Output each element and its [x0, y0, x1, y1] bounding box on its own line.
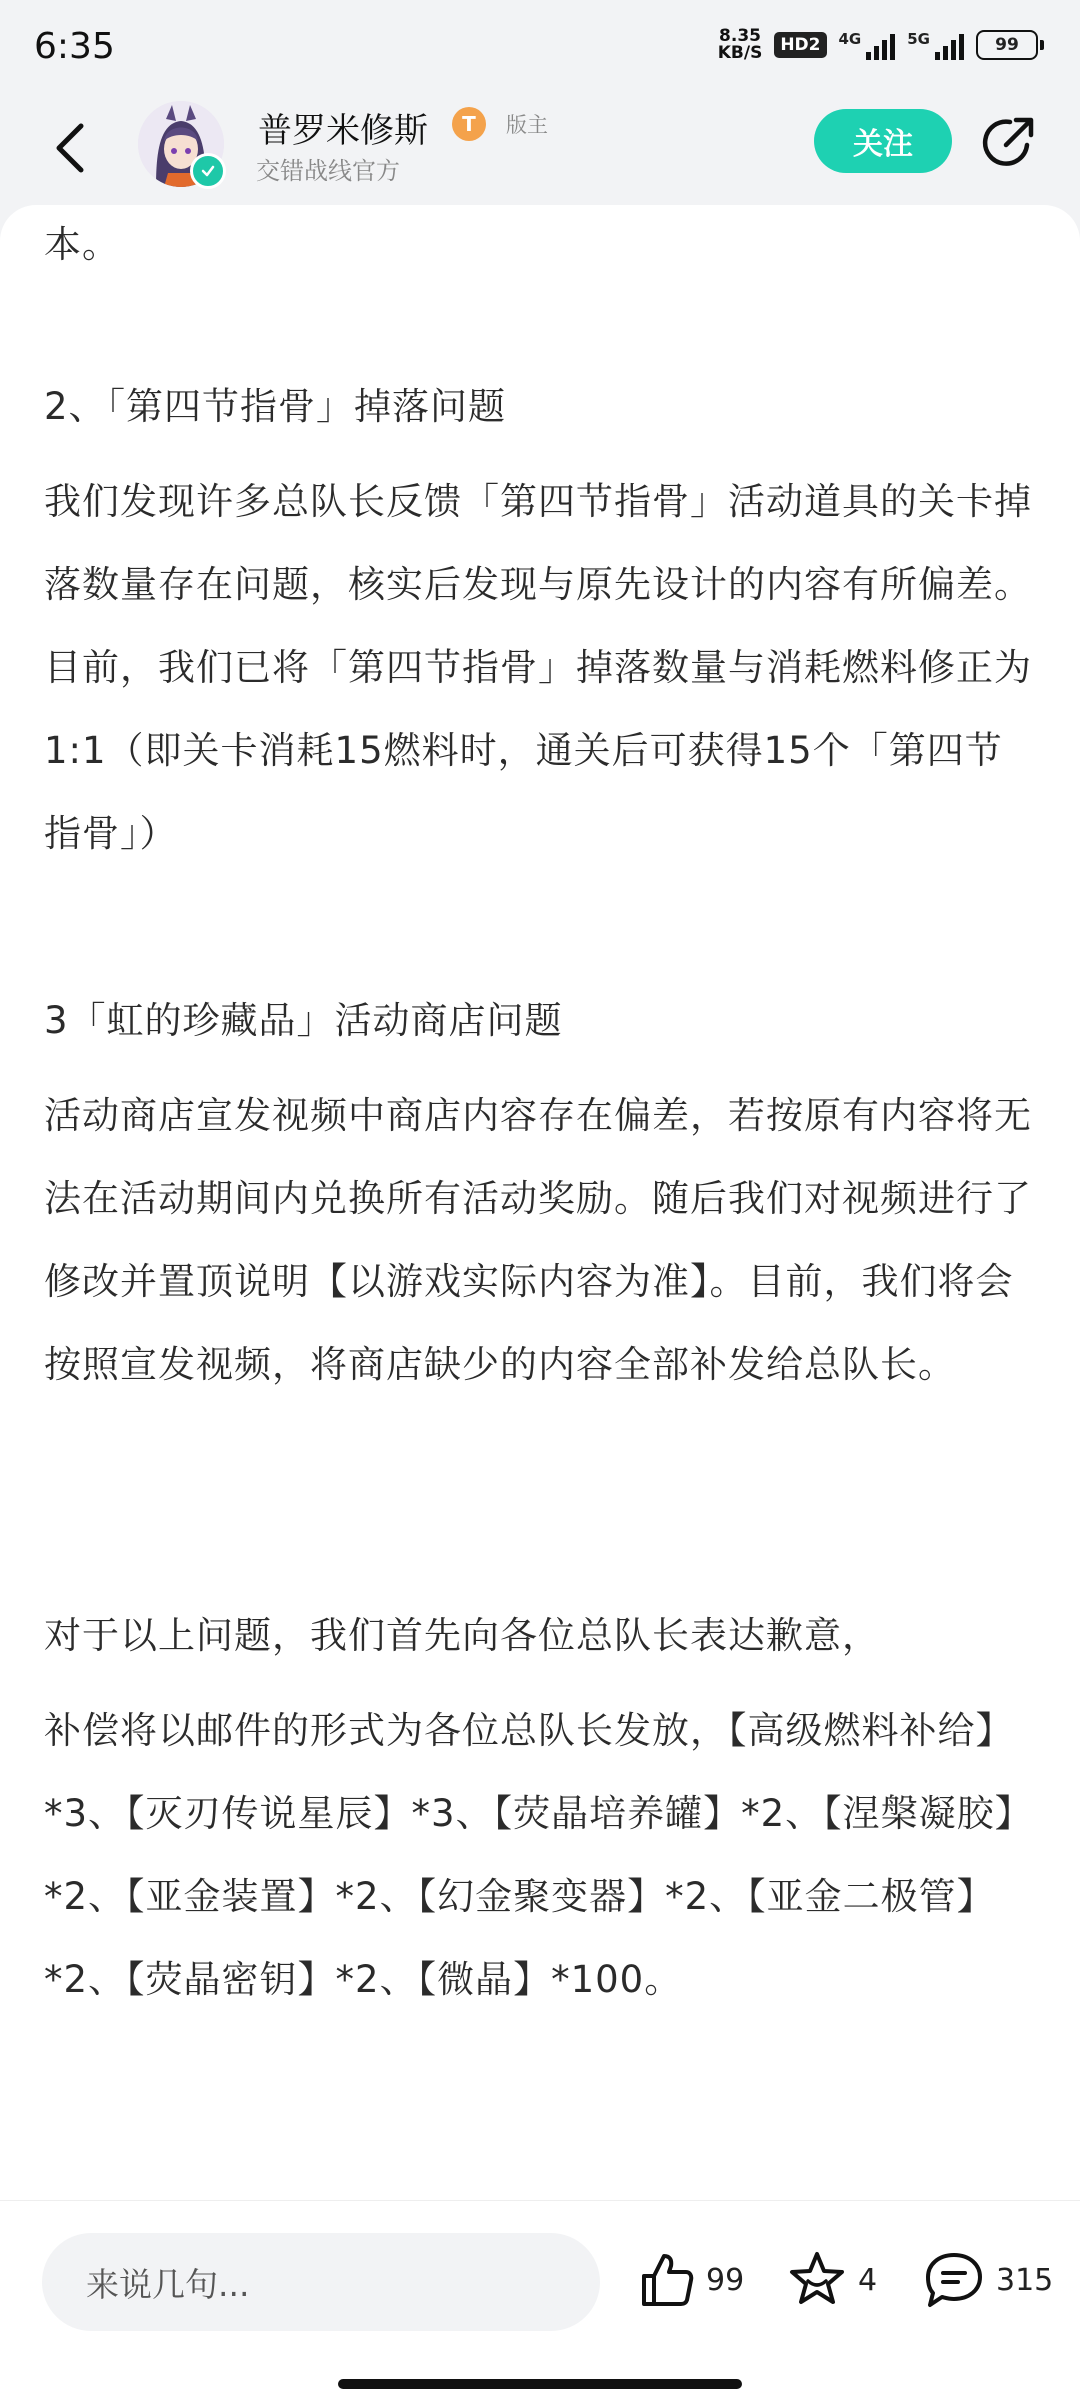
- author-level-badge: T: [452, 107, 486, 141]
- network-speed-value: 8.35: [719, 26, 761, 46]
- bottom-action-bar: [0, 2200, 1080, 2402]
- author-name[interactable]: 普罗米修斯: [258, 111, 428, 151]
- author-avatar[interactable]: [138, 101, 224, 187]
- like-button[interactable]: [636, 2243, 744, 2317]
- signal-4g-icon: [839, 30, 896, 60]
- chevron-left-icon: [53, 122, 87, 174]
- article-paragraph: 补偿将以邮件的形式为各位总队长发放，【高级燃料补给】*3、【灭刃传说星辰】*3、【荧晶培养罐】*2、【涅槃凝胶】*2、【亚金装置】*2、【幻金聚变器】*2、【亚金二极管】*2、【荧晶密钥】*2、【微晶】*100。: [44, 1709, 1033, 2001]
- comment-button[interactable]: [922, 2243, 1053, 2317]
- signal-5g-icon: [907, 30, 964, 60]
- comment-bubble-icon: [922, 2249, 986, 2311]
- article-paragraph-intro: 对于以上问题，我们首先向各位总队长表达歉意，: [44, 1614, 880, 1657]
- signal-4g-label: 4G: [838, 30, 862, 48]
- follow-button[interactable]: 关注: [814, 109, 952, 173]
- post-header: [0, 95, 1080, 205]
- network-speed: [718, 28, 763, 62]
- favorite-button[interactable]: [786, 2243, 877, 2317]
- battery-level: 99: [976, 30, 1038, 60]
- hd-icon: HD2: [774, 32, 826, 58]
- article-line: 本。: [44, 223, 120, 266]
- article-body[interactable]: [0, 205, 1080, 2200]
- section-heading: 2、「第四节指骨」掉落问题: [44, 385, 507, 428]
- article-paragraph: 我们发现许多总队长反馈「第四节指骨」活动道具的关卡掉落数量存在问题，核实后发现与原先设计的内容有所偏差。目前，我们已将「第四节指骨」掉落数量与消耗燃料修正为1:1（即关卡消耗15燃料时，通关后可获得15个「第四节指骨」）: [44, 480, 1032, 855]
- back-button[interactable]: [44, 113, 96, 183]
- favorite-count: 4: [858, 2262, 878, 2298]
- comment-count: 315: [996, 2262, 1054, 2298]
- battery-icon: [976, 30, 1044, 60]
- star-icon: [786, 2249, 848, 2311]
- role-tag: 版主: [506, 113, 548, 137]
- like-count: 99: [706, 2262, 745, 2298]
- share-icon: [980, 113, 1038, 171]
- home-indicator[interactable]: [338, 2379, 742, 2389]
- status-time: 6:35: [34, 26, 115, 67]
- author-subtitle: 交错战线官方: [256, 157, 400, 185]
- status-icons: [718, 28, 1044, 62]
- share-button[interactable]: [978, 111, 1040, 173]
- section-heading: 3「虹的珍藏品」活动商店问题: [44, 999, 563, 1042]
- thumbs-up-icon: [636, 2250, 696, 2310]
- verified-check-icon: [190, 153, 226, 189]
- status-bar: [0, 0, 1080, 95]
- signal-5g-label: 5G: [907, 30, 930, 48]
- article-paragraph: 活动商店宣发视频中商店内容存在偏差，若按原有内容将无法在活动期间内兑换所有活动奖励。随后我们对视频进行了修改并置顶说明【以游戏实际内容为准】。目前，我们将会按照宣发视频，将商店缺少的内容全部补发给总队长。: [44, 1094, 1032, 1386]
- comment-input[interactable]: 来说几句...: [42, 2233, 600, 2331]
- network-speed-unit: KB/S: [717, 43, 763, 63]
